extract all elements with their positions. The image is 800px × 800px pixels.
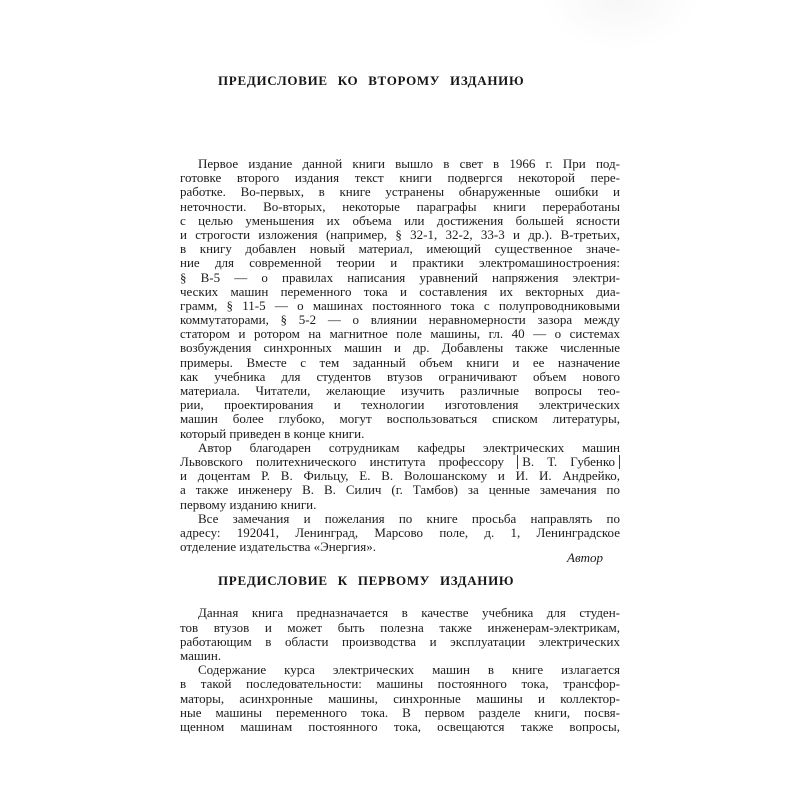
text-line: и доцентам Р. В. Фильцу, Е. В. Волошанскому и И. И. Андрейко,: [180, 469, 620, 484]
text-line: с целью уменьшения их объема или достижения большей ясности: [180, 213, 620, 228]
text-line: и строгости изложения (например, § 32-1, 32-2, 33-3 и др.). В-третьих,: [180, 227, 620, 242]
author-signature: Автор: [567, 550, 603, 566]
text-line: материала. Читатели, желающие изучить различные вопросы тео-: [180, 384, 620, 398]
text-line: рии, проектирования и технологии изготовления электрических: [180, 398, 620, 413]
text-line: щенном машинам постоянного тока, освещаются также вопросы,: [180, 719, 620, 734]
text-line: Данная книга предназначается в качестве учебника для студен-: [198, 606, 620, 621]
paragraph: [180, 441, 620, 512]
text-line: Содержание курса электрических машин в книге излагается: [198, 663, 620, 678]
text-line: статором и ротором на магнитное поле машины, гл. 40 — о системах: [180, 327, 620, 342]
text-line: ческих машин переменного тока и составления их векторных диа-: [180, 284, 620, 299]
text-line: примеры. Вместе с тем заданный объем книги и ее назначение: [180, 355, 620, 370]
paragraph: [180, 663, 620, 734]
heading-second-edition: ПРЕДИСЛОВИЕ КО ВТОРОМУ ИЗДАНИЮ: [218, 73, 525, 88]
paragraph: [180, 512, 620, 555]
preface-first-edition: [180, 606, 620, 734]
text-line: а также инженеру В. В. Силич (г. Тамбов) за ценные замечания по: [180, 483, 620, 498]
preface-second-edition: [180, 157, 620, 554]
text-line: тов втузов и может быть полезна также инженерам-электрикам,: [180, 620, 620, 635]
text-line: маторы, асинхронные машины, синхронные машины и коллектор-: [180, 691, 620, 706]
text-line: отделение издательства «Энергия».: [180, 540, 376, 555]
text-line: Автор благодарен сотрудникам кафедры электрических машин: [198, 440, 620, 455]
text-line: машин более глубоко, могут воспользоваться списком литературы,: [180, 412, 620, 427]
text-line: Первое издание данной книги вышло в свет в 1966 г. При под-: [198, 157, 620, 171]
text-line: неточности. Во-вторых, некоторые параграфы книги переработаны: [180, 199, 620, 214]
paragraph: [180, 157, 620, 441]
text-line: работке. Во-первых, в книге устранены обнаруженные ошибки и: [180, 185, 620, 200]
boxed-name: В. Т. Губенко: [517, 455, 620, 469]
text-line: работающим в области производства и эксплуатации электрических: [180, 634, 620, 649]
text-line: готовке второго издания текст книги подвергся некоторой пере-: [180, 171, 620, 186]
text-line: Все замечания и пожелания по книге просьба направлять по: [198, 511, 620, 526]
text-line: как учебника для студентов втузов ограничивают объем нового: [180, 369, 620, 384]
text-line: машин.: [180, 649, 222, 663]
text-line: коммутаторами, § 5-2 — о влиянии неравномерности зазора между: [180, 313, 620, 328]
text-line: в книгу добавлен новый материал, имеющий существенное значе-: [180, 242, 620, 257]
text-line: ние для современной теории и практики электромашиностроения:: [180, 256, 620, 271]
text-line: возбуждения синхронных машин и др. Добавлены также численные: [180, 341, 620, 356]
text-line: в такой последовательности: машины постоянного тока, трансфор-: [180, 677, 620, 692]
text-line: который приведен в конце книги.: [180, 426, 365, 441]
text-line: адресу: 192041, Ленинград, Марсово поле, д. 1, Ленинградское: [180, 525, 620, 540]
paragraph: [180, 606, 620, 663]
text-line: [180, 455, 620, 469]
page-text-block: [180, 74, 620, 734]
text-line: грамм, § 11-5 — о машинах постоянного тока с полупроводниковыми: [180, 298, 620, 313]
heading-first-edition: ПРЕДИСЛОВИЕ К ПЕРВОМУ ИЗДАНИЮ: [218, 573, 515, 589]
text-line: § В-5 — о правилах написания уравнений напряжения электри-: [180, 270, 620, 285]
text-line: первому изданию книги.: [180, 497, 317, 512]
text-segment: Львовского политехнического института профессору: [180, 454, 518, 469]
text-line: ные машины переменного тока. В первом разделе книги, посвя-: [180, 705, 620, 720]
